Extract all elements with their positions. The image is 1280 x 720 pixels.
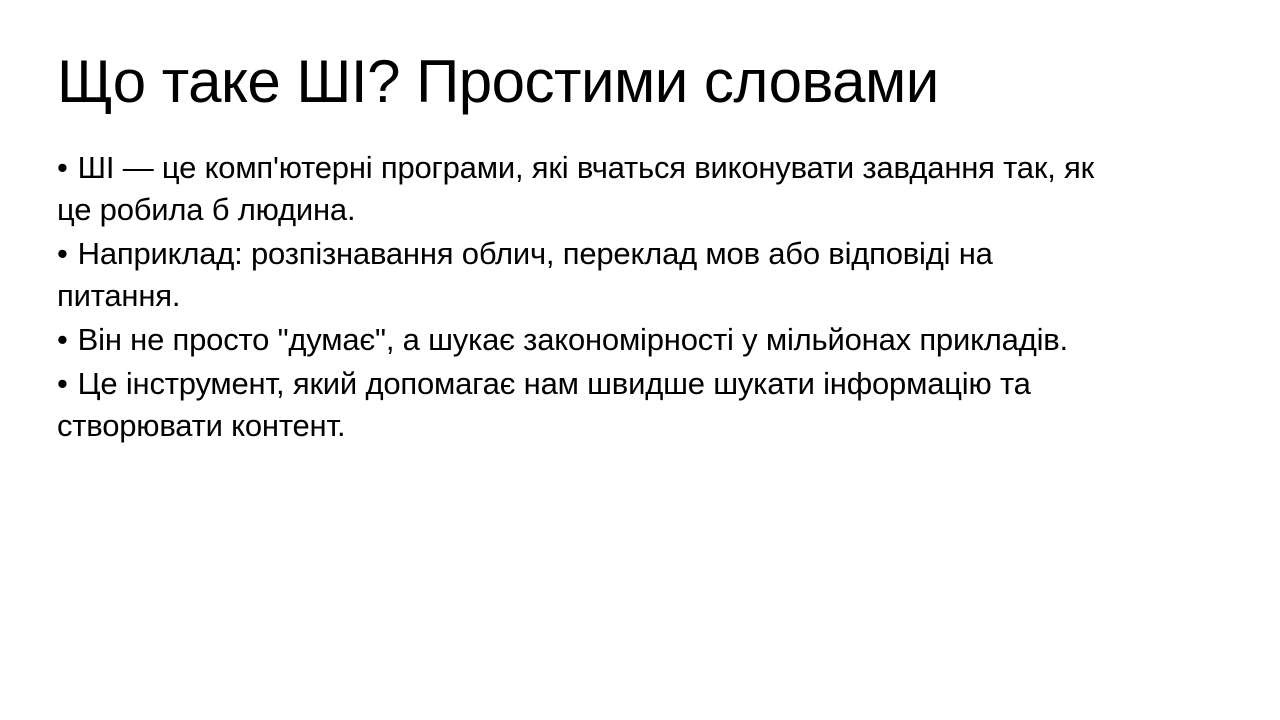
bullet-text-line: Наприклад: розпізнавання облич, переклад мов або відповіді на — [77, 235, 993, 271]
bullet-text-line: Він не просто "думає", а шукає закономірності у мільйонах прикладів. — [77, 321, 1068, 357]
bullet-marker: • — [57, 365, 68, 401]
bullet-text-line: це робила б людина. — [57, 191, 356, 227]
bullet-item-2 — [57, 233, 1225, 317]
bullet-marker: • — [57, 149, 68, 185]
bullet-list — [57, 147, 1225, 447]
bullet-item-3 — [57, 319, 1225, 361]
bullet-text-line: питання. — [57, 277, 181, 313]
bullet-text-line: ШІ — це комп'ютерні програми, які вчаться виконувати завдання так, як — [77, 149, 1094, 185]
bullet-marker: • — [57, 235, 68, 271]
bullet-text-line: створювати контент. — [57, 407, 346, 443]
bullet-text-line: Це інструмент, який допомагає нам швидше шукати інформацію та — [77, 365, 1031, 401]
slide-title: Що таке ШІ? Простими словами — [57, 48, 939, 115]
bullet-item-1 — [57, 147, 1225, 231]
bullet-marker: • — [57, 321, 68, 357]
bullet-item-4 — [57, 363, 1225, 447]
